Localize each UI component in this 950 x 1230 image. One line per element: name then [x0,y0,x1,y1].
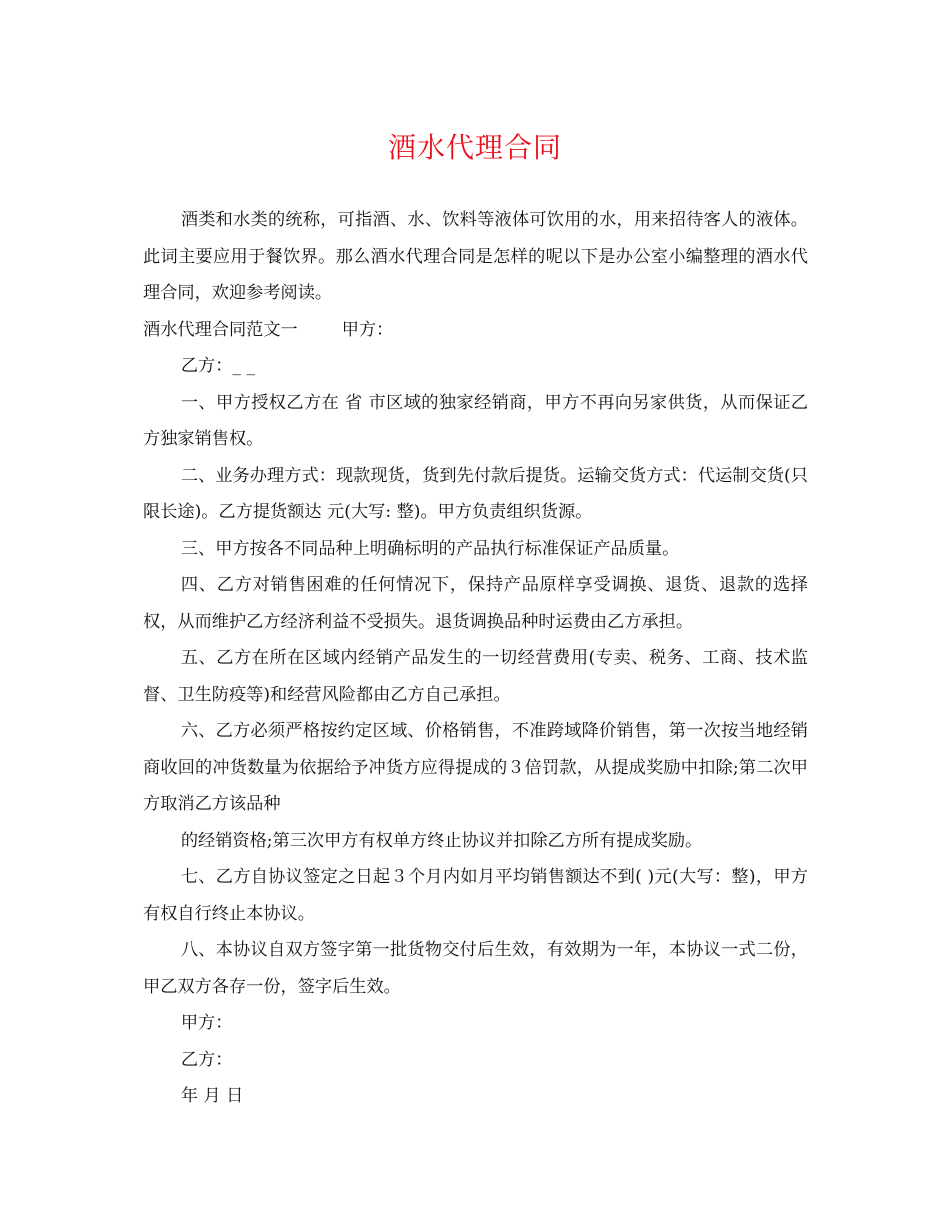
party-a-inline-label: 甲方： [341,319,394,340]
clause-4: 四、乙方对销售困难的任何情况下，保持产品原样享受调换、退货、退款的选择权，从而维护乙方经济利益不受损失。退货调换品种时运费由乙方承担。 [143,575,808,632]
intro-paragraph: 酒类和水类的统称，可指酒、水、饮料等液体可饮用的水，用来招待客人的液体。此词主要应用于餐饮界。那么酒水代理合同是怎样的呢以下是办公室小编整理的酒水代理合同，欢迎参考阅读。 [143,210,808,303]
document-title: 酒水代理合同 [387,131,562,164]
sample-heading: 酒水代理合同范文一 [143,319,298,340]
clause-8: 八、本协议自双方签字第一批货物交付后生效，有效期为一年，本协议一式二份，甲乙双方各存一份，签字后生效。 [143,940,808,997]
clause-7: 七、乙方自协议签定之日起３个月内如月平均销售额达不到( )元(大写：整)，甲方有权自行终止本协议。 [143,867,808,924]
signature-party-a: 甲方： [180,1013,233,1033]
clause-1: 一、甲方授权乙方在 省 市区域的独家经销商，甲方不再向另家供货，从而保证乙方独家销售权。 [143,392,808,449]
clause-5: 五、乙方在所在区域内经销产品发生的一切经营费用(专卖、税务、工商、技术监督、卫生防疫等)和经营风险都由乙方自己承担。 [143,648,808,705]
signature-party-b: 乙方： [180,1049,233,1070]
clause-6: 六、乙方必须严格按约定区域、价格销售，不准跨域降价销售，第一次按当地经销商收回的冲货数量为依据给予冲货方应得提成的３倍罚款，从提成奖励中扣除;第二次甲方取消乙方该品种 [143,721,808,814]
party-b-line: 乙方：_ _ [180,356,256,376]
sample-heading-line [143,312,808,349]
document-body [143,202,808,1115]
clause-3: 三、甲方按各不同品种上明确标明的产品执行标准保证产品质量。 [180,538,680,559]
clause-2: 二、业务办理方式：现款现货，货到先付款后提货。运输交货方式：代运制交货(只限长途)。乙方提货额达 元(大写: 整)。甲方负责组织货源。 [143,465,808,522]
clause-6-continued: 的经销资格;第三次甲方有权单方终止协议并扣除乙方所有提成奖励。 [180,830,703,851]
signature-date: 年 月 日 [180,1086,244,1106]
